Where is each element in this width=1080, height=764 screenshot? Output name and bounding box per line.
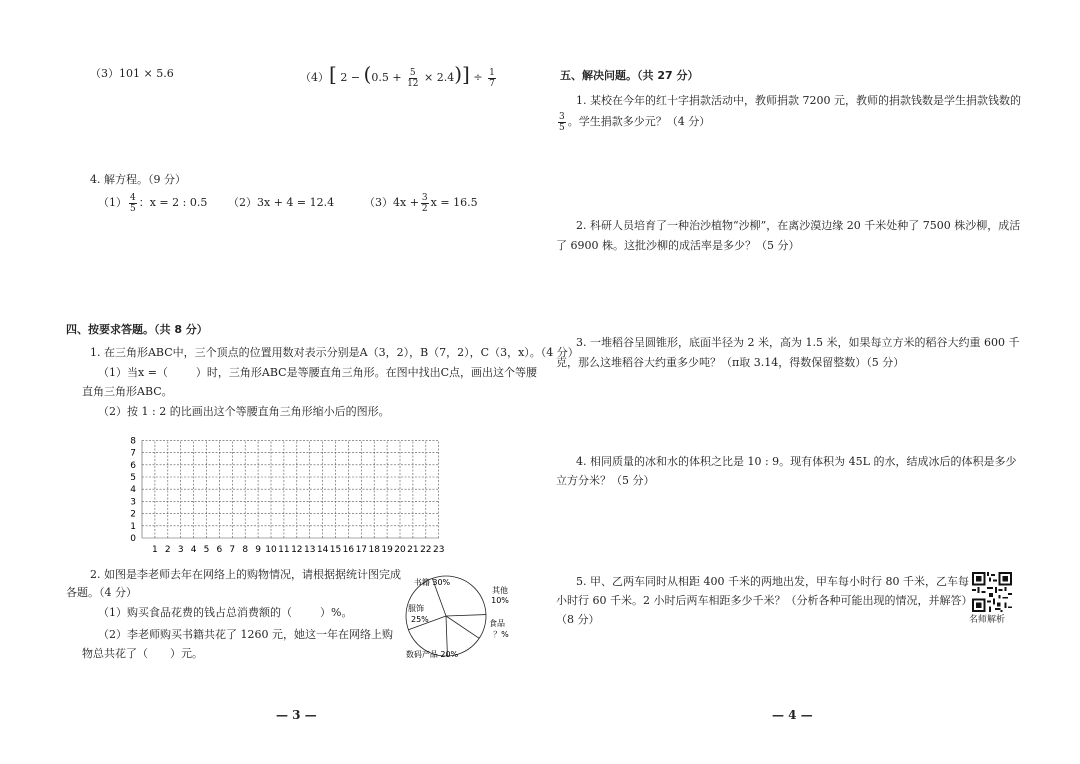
s5-q5-line3: （8 分）: [556, 613, 600, 626]
s5-q1-fraction: $\frac{3}{5}$: [559, 111, 565, 133]
s4-q1-line1: 1. 在三角形ABC中，三个顶点的位置用数对表示分别是A（3，2），B（7，2），C（3，x）。（4 分）: [90, 346, 579, 359]
grid-y-tick: 8: [130, 436, 136, 447]
page-number-3: — 3 —: [276, 708, 317, 722]
grid-y-tick: 2: [130, 509, 136, 520]
q4-1-equation: [98, 192, 207, 214]
grid-x-tick: 18: [368, 545, 380, 555]
grid-x-tick: 23: [432, 545, 445, 555]
pie-slice-edge: [446, 616, 479, 638]
s4-q2-line3a: （1）购买食品花费的钱占总消费额的（: [98, 606, 292, 619]
s5-q3-line1: 3. 一堆稻谷呈圆锥形，底面半径为 2 米，高为 1.5 米，如果每立方米的稻谷大约重 600 千: [576, 336, 1020, 349]
page-number-4: — 4 —: [772, 708, 813, 722]
grid-x-tick: 1: [152, 545, 158, 555]
grid-x-tick: 8: [242, 545, 249, 555]
q3-4-two: 2: [340, 71, 348, 84]
s4-q2-line3: [98, 605, 352, 621]
grid-y-tick: 5: [130, 473, 136, 483]
grid-x-tick: 9: [255, 545, 261, 555]
grid-x-tick: 5: [203, 545, 210, 555]
grid-x-tick: 12: [291, 545, 303, 555]
grid-x-tick: 10: [265, 545, 277, 555]
q3-4-fraction: $\frac{5}{12}$: [407, 67, 419, 89]
s4-q2-line5b: ）元。: [170, 647, 203, 660]
s4-q1-line2a: （1）当x =（: [98, 366, 168, 379]
q4-3-rest: x = 16.5: [430, 196, 478, 209]
s5-q5-line1: 5. 甲、乙两车同时从相距 400 千米的两地出发，甲车每小时行 80 千米，乙车每: [576, 575, 969, 588]
s5-q4-line1: 4. 相同质量的冰和水的体积之比是 10 : 9。现有体积为 45L 的水，结成冰后的体积是多少: [576, 455, 1017, 468]
grid-x-tick: 20: [394, 545, 406, 555]
grid-x-tick: 16: [342, 545, 355, 555]
qr-caption: 名师解析: [969, 615, 1006, 625]
s5-q1-line2-text: 。学生捐款多少元？（4 分）: [567, 115, 711, 128]
grid-x-tick: 3: [177, 545, 184, 555]
s4-q1-line2: [98, 365, 537, 381]
s4-q2-line5: [82, 646, 203, 662]
s4-q2-line3b: ）%。: [320, 606, 353, 619]
pie-slice-edge: [446, 615, 486, 616]
q3-4-label: （4）: [300, 71, 329, 84]
pie-label-other: 其他: [492, 586, 508, 595]
grid-x-tick: 6: [216, 545, 223, 555]
grid-x-tick: 2: [164, 545, 171, 555]
q3-4-a: 0.5 +: [371, 71, 402, 84]
s5-q3-line2: 克，那么这堆稻谷大约重多少吨？（π取 3.14，得数保留整数）（5 分）: [556, 356, 905, 369]
section5-title: 五、解决问题。（共 27 分）: [560, 69, 699, 82]
q3-4-b: × 2.4: [424, 71, 455, 84]
qr-code-icon[interactable]: [972, 572, 1012, 612]
grid-y-tick: 4: [130, 485, 136, 496]
q4-3-equation: [364, 192, 478, 214]
s5-q2-line2: 了 6900 株。这批沙柳的成活率是多少？（5 分）: [556, 239, 800, 252]
grid-x-tick: 17: [355, 545, 368, 555]
s5-q2-line1: 2. 科研人员培育了一种治沙植物“沙柳”，在离沙漠边缘 20 千米处种了 7500 株沙柳，成活: [576, 219, 1021, 232]
s5-q1-line2: [556, 111, 710, 133]
s4-q1-line4: （2）按 1 : 2 的比画出这个等腰直角三角形缩小后的图形。: [98, 405, 390, 418]
grid-x-tick: 7: [229, 545, 236, 555]
section4-title: 四、按要求答题。（共 8 分）: [66, 323, 208, 336]
q3-3-expression: （3）101 × 5.6: [90, 67, 174, 80]
s5-q1-line1: 1. 某校在今年的红十字捐款活动中，教师捐款 7200 元，教师的捐款钱数是学生捐款钱数的: [576, 94, 1021, 107]
q4-title: 4. 解方程。（9 分）: [90, 173, 186, 186]
s4-q2-line4: （2）李老师购买书籍共花了 1260 元，她这一年在网络上购: [98, 628, 393, 641]
grid-x-tick: 19: [381, 545, 393, 555]
pie-label-books: 书籍 30%: [413, 578, 451, 587]
s4-q1-line2b: ）时，三角形ABC是等腰直角三角形。在图中找出C点，画出这个等腰: [195, 366, 537, 379]
grid-x-tick: 21: [407, 545, 419, 555]
coordinate-grid: [128, 432, 458, 558]
s5-q5-line2: 小时行 60 千米。2 小时后两车相距多少千米？（分析各种可能出现的情况，并解答）: [556, 594, 973, 607]
q4-3-fraction: $\frac{3}{2}$: [421, 192, 428, 214]
q4-1-fraction: $\frac{4}{5}$: [130, 192, 136, 214]
pie-label-food-pct: ？%: [493, 630, 509, 639]
grid-x-tick: 14: [316, 545, 329, 555]
grid-x-tick: 15: [329, 545, 342, 555]
grid-y-tick: 7: [130, 448, 136, 459]
q4-1-rest: ：x = 2 : 0.5: [138, 196, 208, 209]
grid-x-tick: 4: [190, 545, 197, 555]
s4-q2-line5a: 物总共花了（: [82, 647, 148, 660]
pie-chart: [398, 566, 518, 664]
s5-q4-line2: 立方分米？（5 分）: [556, 474, 655, 487]
grid-x-tick: 22: [420, 545, 432, 555]
pie-label-clothes: 服饰: [408, 604, 424, 613]
q4-3-label: （3）4x +: [364, 196, 419, 209]
q4-1-label: （1）: [98, 196, 127, 209]
pie-label-food: 食品: [489, 619, 505, 628]
grid-x-tick: 13: [303, 545, 316, 555]
grid-y-tick: 1: [130, 521, 136, 532]
pie-label-other-pct: 10%: [491, 596, 509, 605]
grid-y-tick: 0: [130, 534, 136, 544]
q3-4-div: ÷: [473, 71, 483, 84]
grid-x-tick: 11: [278, 545, 290, 555]
grid-y-tick: 6: [130, 460, 136, 471]
pie-label-digital: 数码产品 20%: [405, 650, 459, 659]
s4-q2-line2: 各题。（4 分）: [66, 586, 137, 599]
q3-4-minus: −: [350, 71, 361, 84]
q3-4-fraction2: $\frac{1}{7}$: [489, 67, 495, 89]
s4-q1-line3: 直角三角形ABC。: [82, 385, 173, 398]
pie-label-clothes-pct: 25%: [411, 615, 429, 624]
q4-2-equation: （2）3x + 4 = 12.4: [228, 196, 335, 209]
s4-q2-line1: 2. 如图是李老师去年在网络上的购物情况，请根据据统计图完成: [90, 568, 401, 581]
grid-y-tick: 3: [130, 497, 136, 508]
q3-4-expression: （4）[ 2 − (0.5 + $\frac{5}{12}$ × 2.4)] ÷ $\frac{1}{7}$: [300, 62, 495, 89]
